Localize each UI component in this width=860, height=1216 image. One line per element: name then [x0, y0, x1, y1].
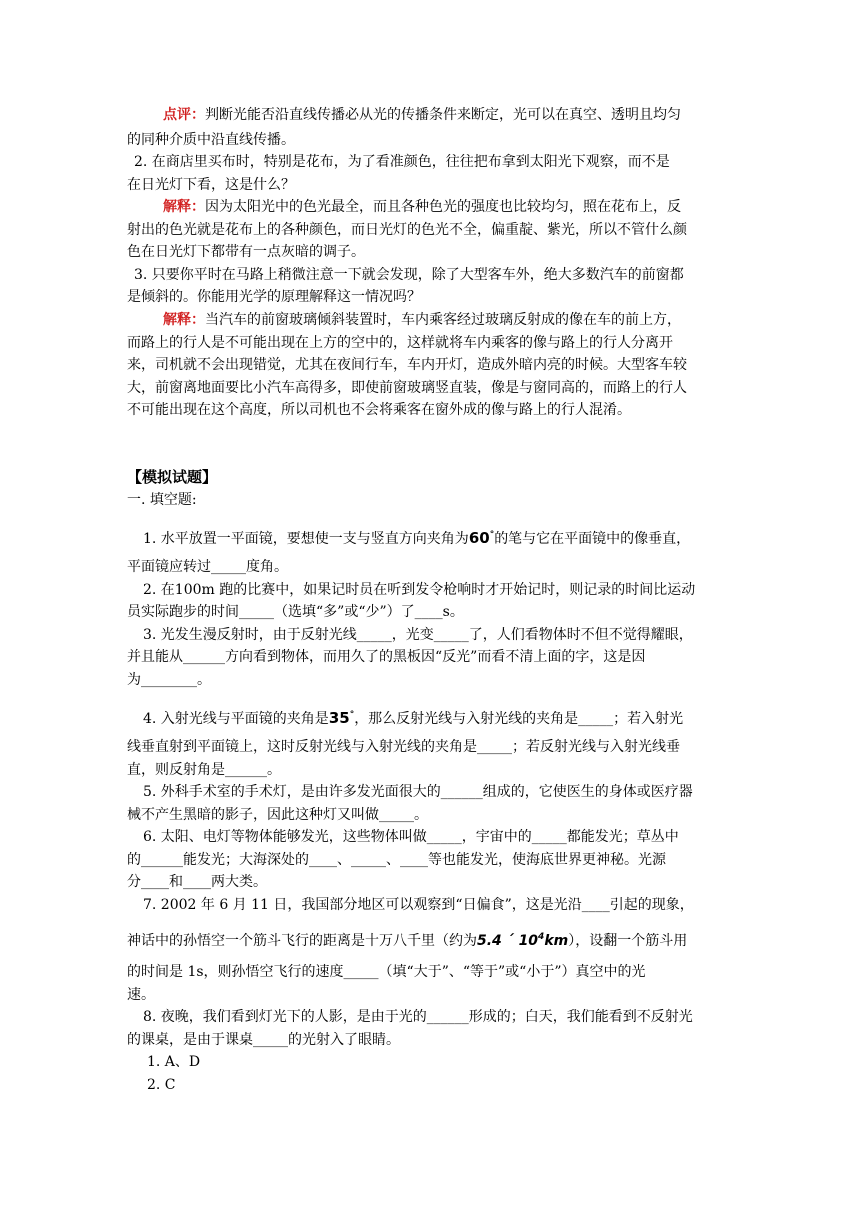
question-7-line-4: 速。 — [127, 987, 155, 1003]
question-5-line-1: 5. 外科手术室的手术灯，是由许多发光面很大的______组成的，它使医生的身体或医疗器 — [143, 784, 693, 800]
question-7-line-2: 神话中的孙悟空一个筋斗飞行的距离是十万八千里（约为5.4 ´ $10^4km$），设翻一个筋斗用 — [127, 932, 688, 949]
question-6-line-3: 分____和____两大类。 — [127, 874, 267, 890]
explain-label: 解释： — [163, 312, 205, 328]
explain-2-line-2: 射出的色光就是花布上的各种颜色，而日光灯的色光不全，偏重靛、紫光，所以不管什么颜 — [127, 222, 687, 238]
explain-text: 当汽车的前窗玻璃倾斜装置时，车内乘客经过玻璃反射成的像在车的前上方， — [205, 312, 681, 328]
angle-value: 35° — [328, 709, 355, 727]
question-6-line-1: 6. 太阳、电灯等物体能够发光，这些物体叫做_____，宇宙中的_____都能发光；草丛中 — [143, 829, 679, 845]
explain-3-line-3: 来，司机就不会出现错觉，尤其在夜间行车，车内开灯，造成外暗内亮的时候。大型客车较 — [127, 357, 687, 373]
review-question-3-line-1: 3. 只要你平时在马路上稍微注意一下就会发现，除了大型客车外，绝大多数汽车的前窗都 — [134, 267, 684, 283]
question-6-line-2: 的______能发光；大海深处的____、_____、____等也能发光，使海底世界更神秘。光源 — [127, 852, 666, 868]
explain-text: 因为太阳光中的色光最全，而且各种色光的强度也比较均匀，照在花布上，反 — [205, 199, 681, 215]
question-1-line-1: 1. 水平放置一平面镜，要想使一支与竖直方向夹角为60°的笔与它在平面镜中的像垂直， — [143, 529, 691, 547]
question-2-line-2: 员实际跑步的时间_____（选填“多”或“少”）了____s。 — [127, 604, 464, 620]
explain-2-line-3: 色在日光灯下都带有一点灰暗的调子。 — [127, 244, 365, 260]
question-4-line-2: 线垂直射到平面镜上，这时反射光线与入射光线的夹角是_____；若反射光线与入射光线垂 — [127, 739, 680, 755]
explain-3-line-4: 大，前窗离地面要比小汽车高得多，即使前窗玻璃竖直装，像是与窗同高的，而路上的行人 — [127, 380, 687, 396]
comment-line-1 — [163, 105, 681, 125]
question-5-line-2: 械不产生黑暗的影子，因此这种灯又叫做_____。 — [127, 807, 428, 823]
question-7-line-1: 7. 2002 年 6 月 11 日，我国部分地区可以观察到“日偏食”，这是光沿____引起的现象， — [143, 897, 694, 913]
question-3-line-3: 为________。 — [127, 672, 211, 688]
explain-2-line-1 — [163, 197, 681, 217]
comment-line-2: 的同种介质中沿直线传播。 — [127, 132, 295, 148]
question-3-line-2: 并且能从______方向看到物体，而用久了的黑板因“反光”而看不清上面的字，这是因 — [127, 649, 646, 665]
answer-2: 2. C — [147, 1077, 176, 1093]
section-heading: 【模拟试题】 — [127, 468, 218, 486]
question-4-line-3: 直，则反射角是______。 — [127, 762, 281, 778]
question-7-line-3: 的时间是 1s，则孙悟空飞行的速度_____（填“大于”、“等于”或“小于”）真空中的光 — [127, 964, 646, 980]
question-3-line-1: 3. 光发生漫反射时，由于反射光线_____，光变_____了，人们看物体时不但不觉得耀眼， — [143, 627, 693, 643]
question-8-line-1: 8. 夜晚，我们看到灯光下的人影，是由于光的______形成的；白天，我们能看到不反射光 — [143, 1009, 693, 1025]
distance-value: 5.4 ´ $10^4km$ — [477, 932, 569, 949]
question-2-line-1: 2. 在100m 跑的比赛中，如果记时员在听到发令枪响时才开始记时，则记录的时间比运动 — [143, 582, 696, 598]
comment-text: 判断光能否沿直线传播必从光的传播条件来断定，光可以在真空、透明且均匀 — [205, 107, 681, 123]
explain-label: 解释： — [163, 199, 205, 215]
question-1-line-2: 平面镜应转过_____度角。 — [127, 559, 288, 575]
angle-value: 60° — [468, 529, 495, 547]
review-question-2-line-1: 2. 在商店里买布时，特别是花布，为了看准颜色，往往把布拿到太阳光下观察，而不是 — [134, 154, 670, 170]
answer-1: 1. A、D — [147, 1054, 201, 1070]
explain-3-line-2: 而路上的行人是不可能出现在上方的空中的，这样就将车内乘客的像与路上的行人分离开 — [127, 335, 673, 351]
review-question-3-line-2: 是倾斜的。你能用光学的原理解释这一情况吗？ — [127, 289, 421, 305]
part-title: 一. 填空题: — [127, 492, 197, 508]
question-8-line-2: 的课桌，是由于课桌_____的光射入了眼睛。 — [127, 1032, 400, 1048]
question-4-line-1: 4. 入射光线与平面镜的夹角是35°，那么反射光线与入射光线的夹角是_____；若入射光 — [143, 709, 684, 727]
explain-3-line-1 — [163, 310, 681, 330]
review-question-2-line-2: 在日光灯下看，这是什么？ — [127, 177, 295, 193]
explain-3-line-5: 不可能出现在这个高度，所以司机也不会将乘客在窗外成的像与路上的行人混淆。 — [127, 402, 631, 418]
comment-label: 点评： — [163, 107, 205, 123]
